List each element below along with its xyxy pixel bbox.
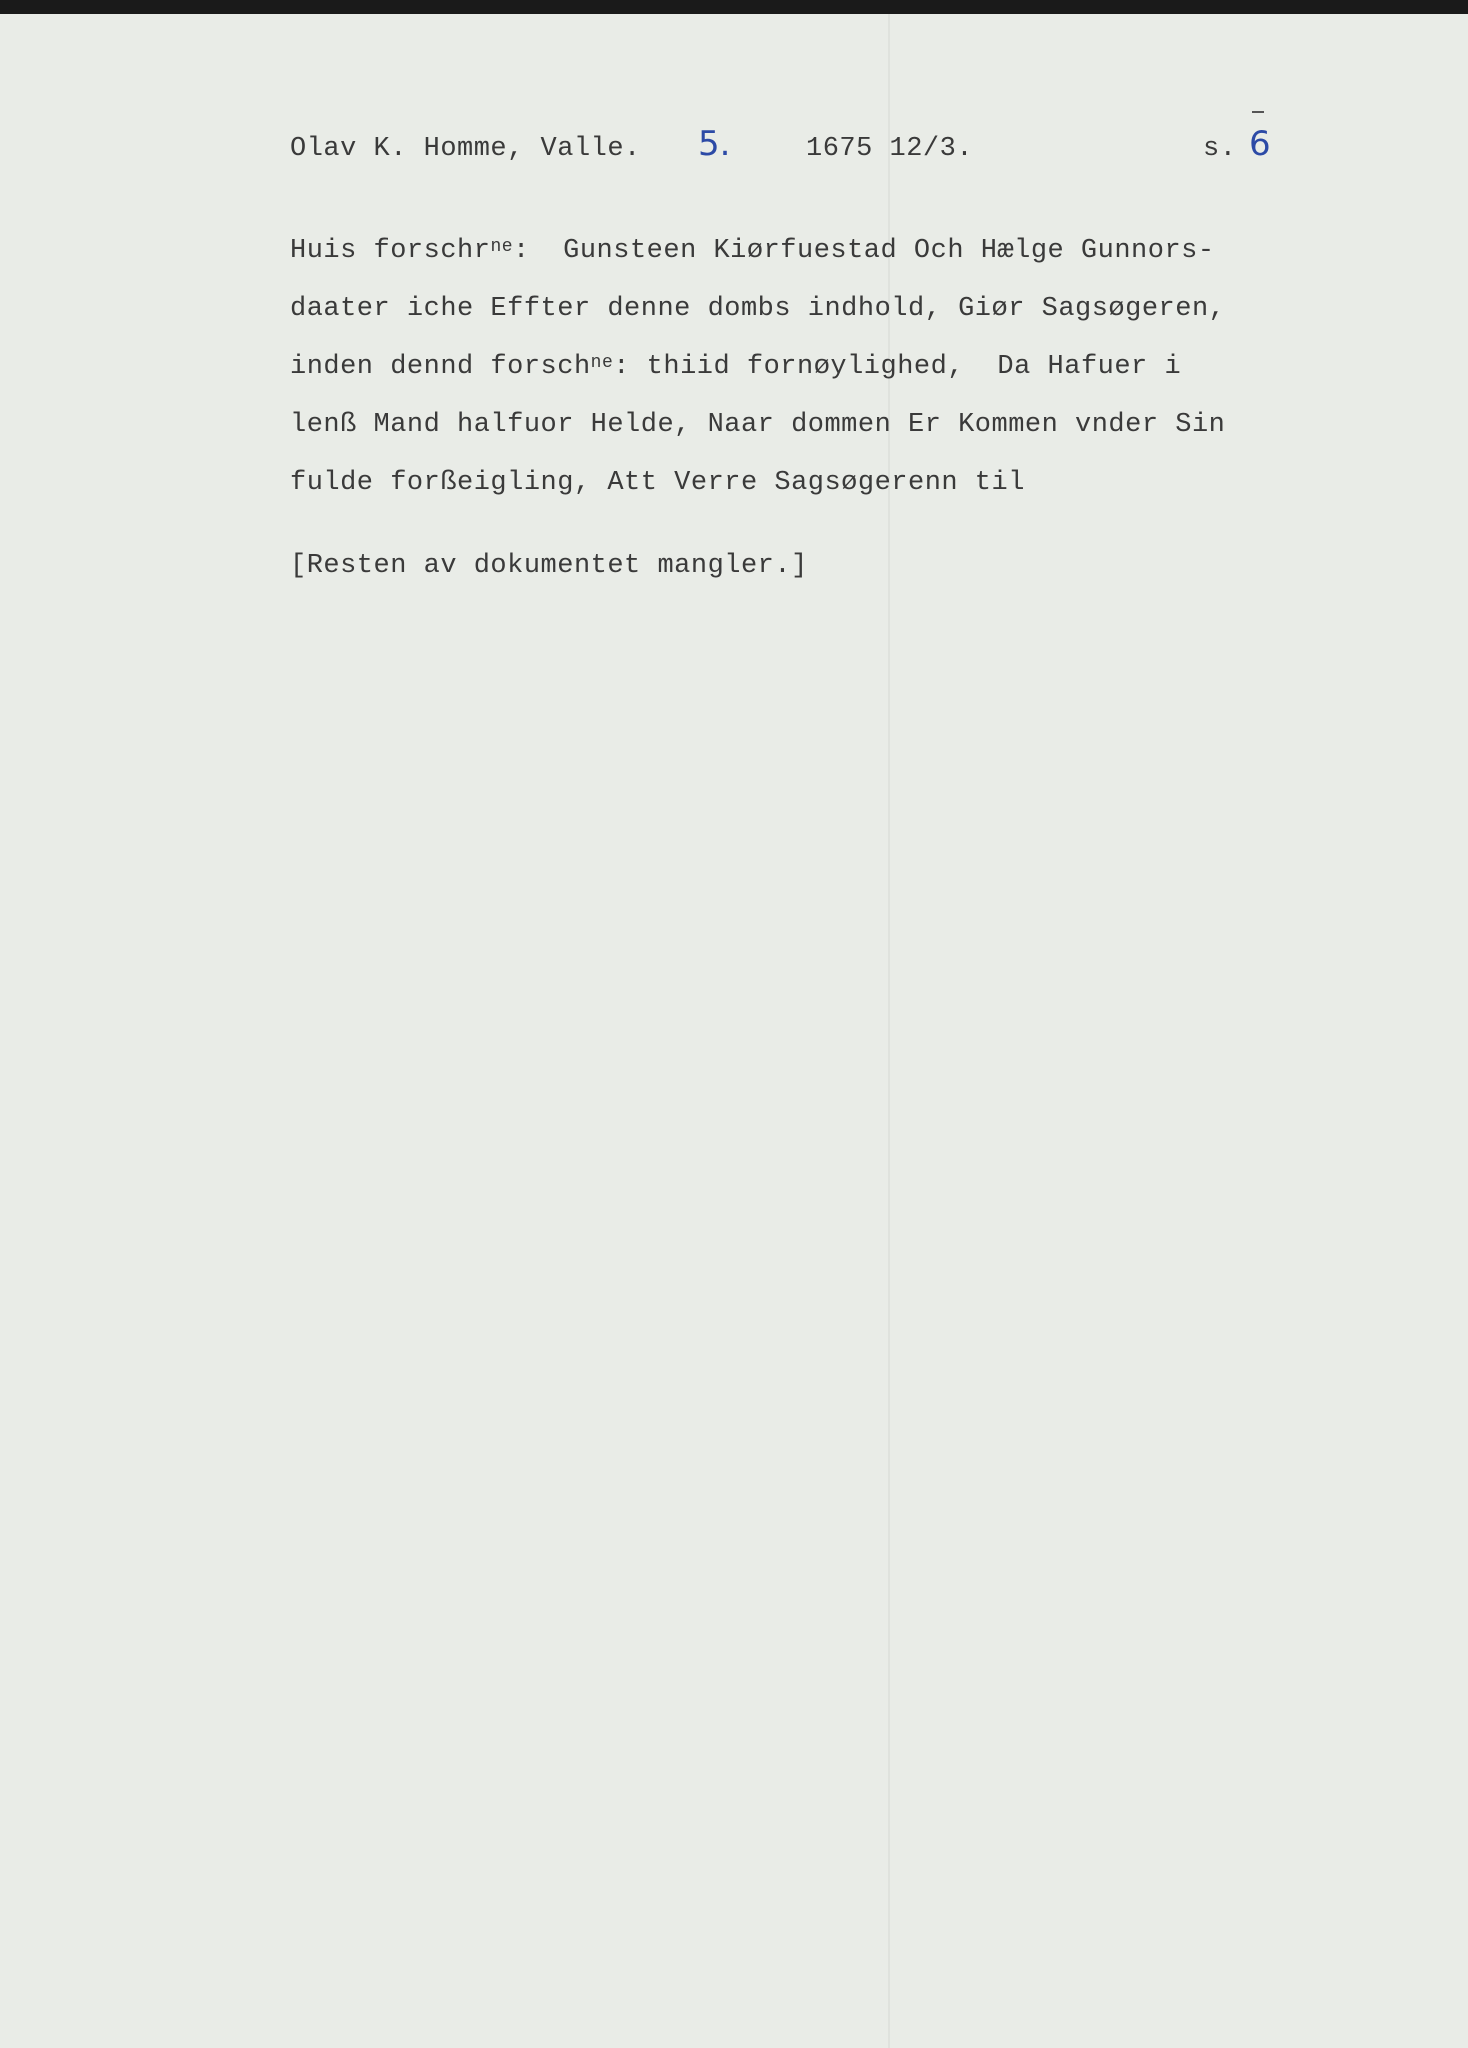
editorial-note: [Resten av dokumentet mangler.] [290,551,808,581]
header-date: 1675 12/3. [806,134,974,164]
text-span: inden dennd forsch [290,352,591,382]
body-line: fulde forßeigling, Att Verre Sagsøgerenn til [290,468,1025,498]
body-line [290,338,1290,396]
text-span: : Gunsteen Kiørfuestad Och Hælge Gunnors- [513,236,1215,266]
document-page [0,14,1468,2048]
superscript: ne [590,353,614,373]
body-line: lenß Mand halfuor Helde, Naar dommen Er Kommen vnder Sin [290,410,1226,440]
header-author: Olav K. Homme, Valle. [290,134,641,164]
handwritten-page-number: 6 [1249,124,1271,164]
text-span: : thiid fornøylighed, Da Hafuer i [613,352,1182,382]
handwritten-document-number: 5. [698,124,731,164]
body-line [290,222,1290,280]
transcription-body [290,222,1290,512]
body-line: daater iche Effter denne dombs indhold, Giør Sagsøgeren, [290,294,1226,324]
text-span: Huis forschr [290,236,491,266]
superscript: ne [490,237,514,257]
page-prefix: s. [1203,134,1237,164]
pencil-mark [1252,111,1264,113]
